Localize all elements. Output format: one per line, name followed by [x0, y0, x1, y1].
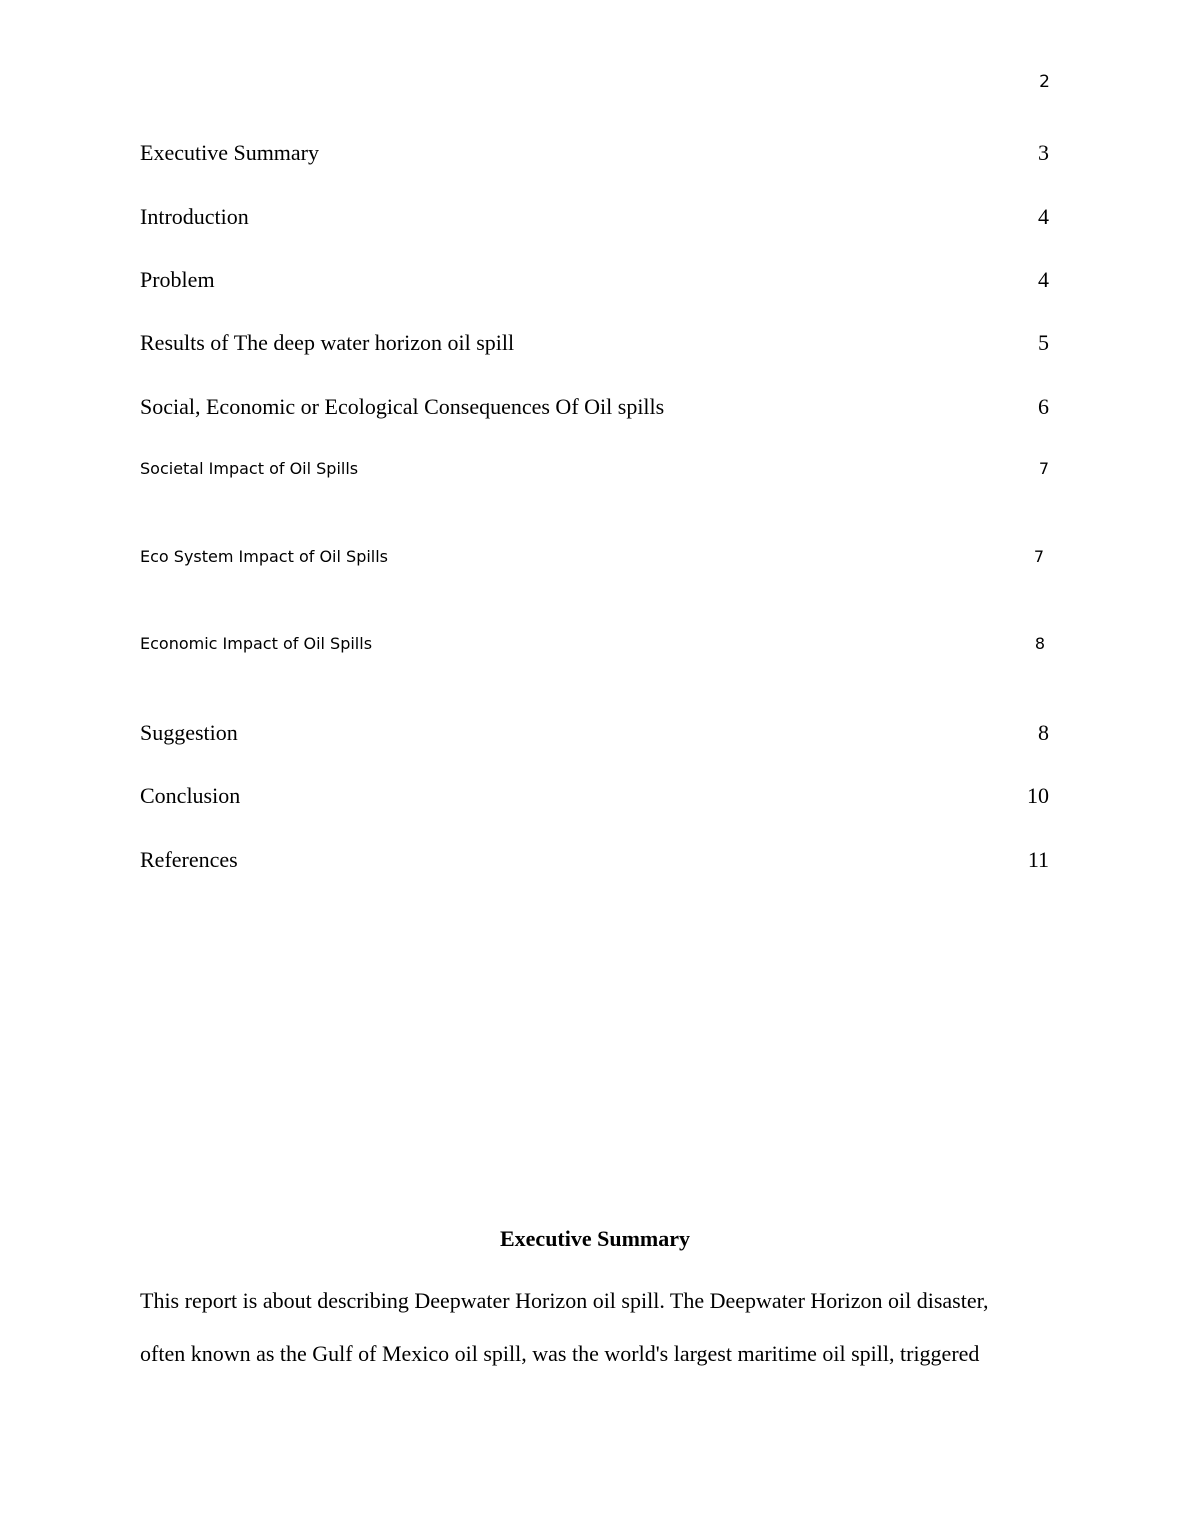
toc-entry-page: 10 — [1027, 783, 1049, 808]
toc-entry-economic-impact[interactable] — [140, 634, 1045, 653]
page-number: 2 — [1039, 72, 1050, 92]
toc-entry-page: 4 — [1038, 204, 1049, 229]
toc-entry-page: 8 — [1034, 634, 1045, 653]
toc-entry-page: 4 — [1038, 267, 1049, 292]
toc-entry-page: 11 — [1027, 847, 1049, 872]
toc-entry-label: Eco System Impact of Oil Spills — [140, 547, 389, 566]
toc-entry-label: Executive Summary — [140, 140, 320, 165]
toc-entry-executive-summary[interactable] — [140, 140, 1049, 166]
toc-entry-references[interactable] — [140, 847, 1049, 873]
toc-entry-label: Economic Impact of Oil Spills — [140, 634, 373, 653]
toc-entry-label: Problem — [140, 267, 215, 292]
toc-entry-label: Social, Economic or Ecological Consequences Of Oil spills — [140, 394, 665, 419]
toc-entry-suggestion[interactable] — [140, 720, 1049, 746]
toc-entry-consequences[interactable] — [140, 394, 1049, 420]
toc-entry-page: 7 — [1038, 459, 1049, 478]
toc-entry-page: 3 — [1038, 140, 1049, 165]
toc-entry-problem[interactable] — [140, 267, 1049, 293]
toc-entry-label: Societal Impact of Oil Spills — [140, 459, 359, 478]
toc-entry-societal-impact[interactable] — [140, 459, 1049, 478]
paragraph-line: often known as the Gulf of Mexico oil spill, was the world's largest maritime oil spill, triggered — [140, 1341, 980, 1366]
toc-entry-label: Conclusion — [140, 783, 241, 808]
toc-entry-conclusion[interactable] — [140, 783, 1049, 809]
toc-entry-label: Suggestion — [140, 720, 238, 745]
toc-entry-label: Results of The deep water horizon oil spill — [140, 330, 515, 355]
toc-entry-page: 5 — [1038, 330, 1049, 355]
toc-entry-page: 6 — [1038, 394, 1049, 419]
toc-entry-page: 7 — [1033, 547, 1044, 566]
toc-entry-introduction[interactable] — [140, 204, 1049, 230]
toc-entry-label: References — [140, 847, 238, 872]
paragraph-line: This report is about describing Deepwater Horizon oil spill. The Deepwater Horizon oil disaster, — [140, 1288, 989, 1313]
executive-summary-paragraph — [140, 1274, 1055, 1380]
section-heading-executive-summary: Executive Summary — [499, 1226, 691, 1251]
toc-entry-results[interactable] — [140, 330, 1049, 356]
toc-entry-label: Introduction — [140, 204, 249, 229]
toc-entry-page: 8 — [1038, 720, 1049, 745]
toc-entry-ecosystem-impact[interactable] — [140, 547, 1044, 566]
